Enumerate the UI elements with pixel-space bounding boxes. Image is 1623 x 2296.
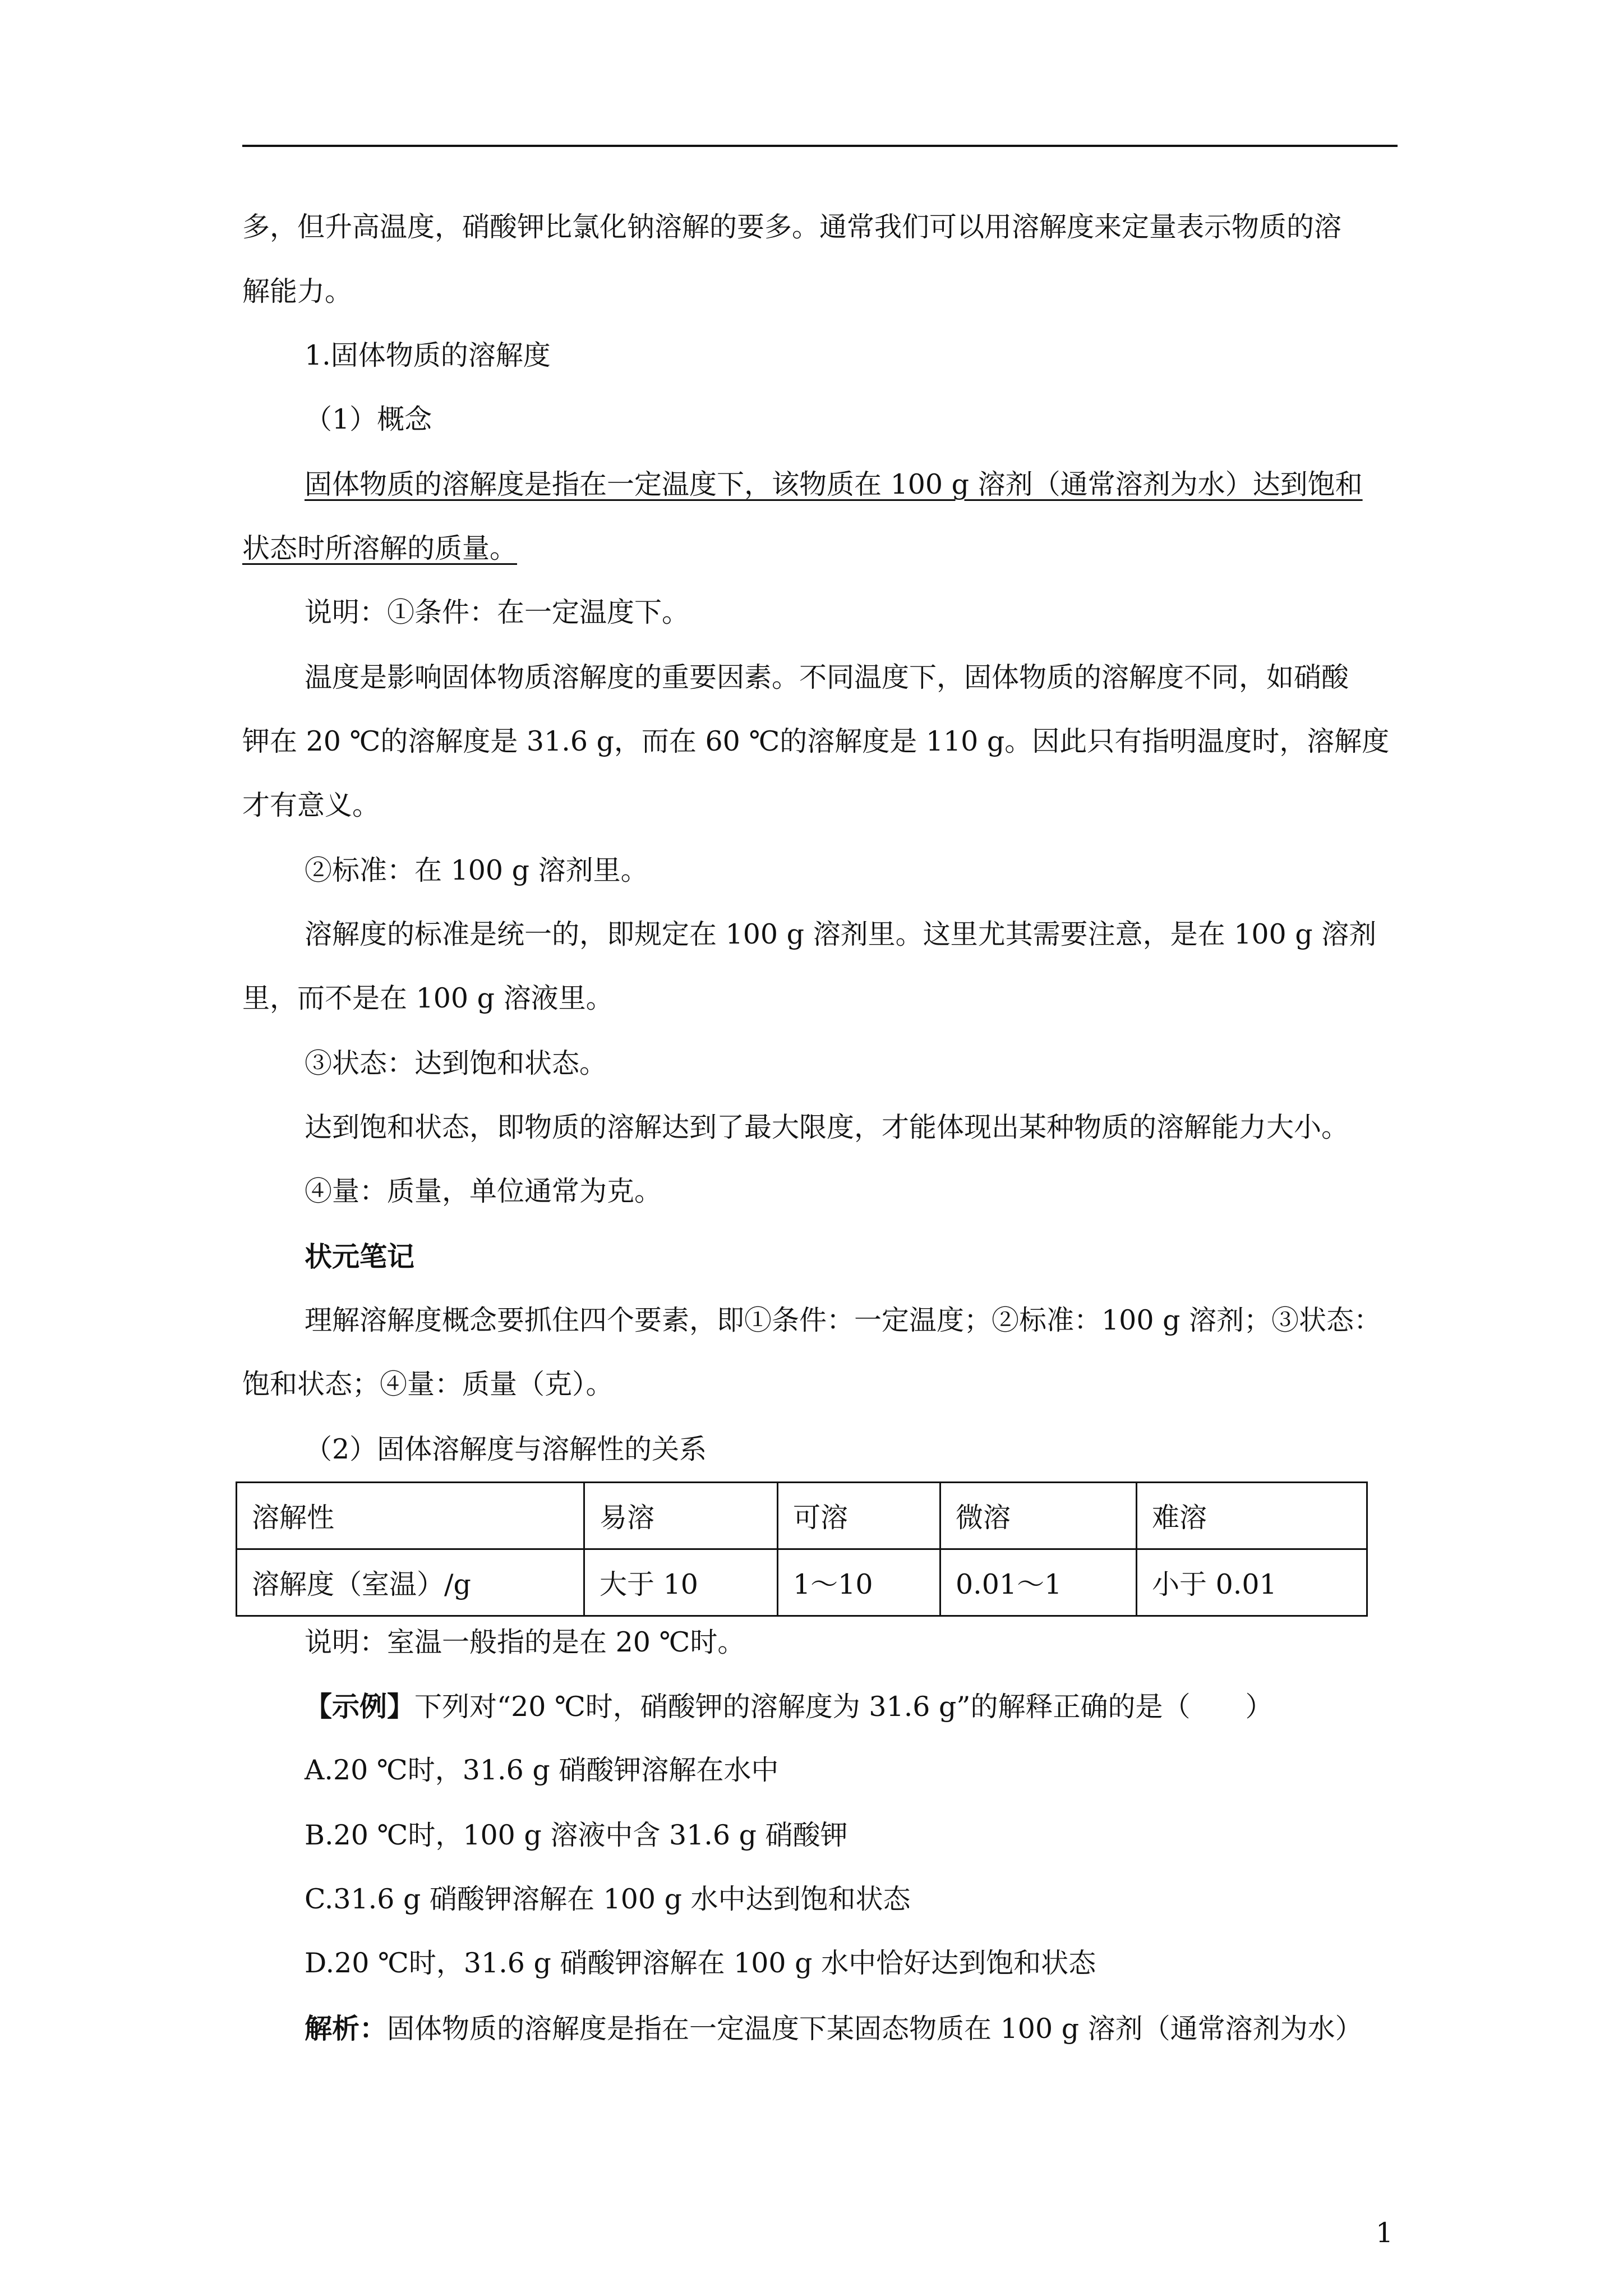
solubility-table [236, 1481, 1368, 1617]
table-row [237, 1549, 1367, 1616]
subsection-heading: （2）固体溶解度与溶解性的关系 [305, 1433, 707, 1465]
subsection-heading: （1）概念 [305, 403, 432, 435]
table-cell: 小于 0.01 [1137, 1549, 1367, 1616]
paragraph-line: 溶解度的标准是统一的，即规定在 100 g 溶剂里。这里尤其需要注意，是在 100 g 溶剂 [305, 918, 1377, 950]
paragraph-line: 理解溶解度概念要抓住四个要素，即①条件：一定温度；②标准：100 g 溶剂；③状态： [305, 1304, 1382, 1336]
example-text: 下列对“20 ℃时，硝酸钾的溶解度为 31.6 g”的解释正确的是（ ） [414, 1691, 1273, 1723]
page-number: 1 [1376, 2217, 1394, 2249]
example-question [305, 1689, 1272, 1724]
paragraph-line: 饱和状态；④量：质量（克）。 [242, 1368, 614, 1400]
option-a: A.20 ℃时，31.6 g 硝酸钾溶解在水中 [305, 1754, 779, 1786]
table-cell: 0.01～1 [940, 1549, 1137, 1616]
table-cell: 可溶 [778, 1483, 940, 1549]
header-rule [242, 145, 1398, 147]
section-heading: 1.固体物质的溶解度 [305, 339, 551, 371]
paragraph-line: ③状态：达到饱和状态。 [305, 1047, 607, 1079]
option-b: B.20 ℃时，100 g 溶液中含 31.6 g 硝酸钾 [305, 1819, 848, 1851]
paragraph-line: 说明：室温一般指的是在 20 ℃时。 [305, 1626, 745, 1658]
table-cell: 1～10 [778, 1549, 940, 1616]
paragraph-line: 说明：①条件：在一定温度下。 [305, 596, 690, 628]
analysis-line [305, 2011, 1363, 2046]
paragraph-line: 解能力。 [242, 275, 353, 307]
paragraph-line: 温度是影响固体物质溶解度的重要因素。不同温度下，固体物质的溶解度不同，如硝酸 [305, 661, 1349, 693]
option-d: D.20 ℃时，31.6 g 硝酸钾溶解在 100 g 水中恰好达到饱和状态 [305, 1947, 1096, 1979]
paragraph-line: 达到饱和状态，即物质的溶解达到了最大限度，才能体现出某种物质的溶解能力大小。 [305, 1111, 1349, 1143]
option-c: C.31.6 g 硝酸钾溶解在 100 g 水中达到饱和状态 [305, 1883, 911, 1915]
table-row [237, 1483, 1367, 1549]
table-cell: 易溶 [584, 1483, 778, 1549]
paragraph-line: 才有意义。 [242, 789, 380, 821]
table-cell: 溶解度（室温）/g [237, 1549, 584, 1616]
table-cell: 微溶 [940, 1483, 1137, 1549]
definition-line: 状态时所溶解的质量。 [242, 532, 518, 564]
definition-line: 固体物质的溶解度是指在一定温度下，该物质在 100 g 溶剂（通常溶剂为水）达到饱和 [305, 468, 1363, 500]
example-label: 【示例】 [305, 1690, 415, 1723]
paragraph-line: ②标准：在 100 g 溶剂里。 [305, 854, 648, 886]
notes-heading: 状元笔记 [305, 1240, 415, 1273]
paragraph-line: ④量：质量，单位通常为克。 [305, 1175, 662, 1207]
table-cell: 难溶 [1137, 1483, 1367, 1549]
table-cell: 溶解性 [237, 1483, 584, 1549]
paragraph-line: 钾在 20 ℃的溶解度是 31.6 g，而在 60 ℃的溶解度是 110 g。因此只有指明温度时，溶解度 [242, 725, 1390, 757]
paragraph-line: 里，而不是在 100 g 溶液里。 [242, 982, 614, 1014]
analysis-label: 解析： [305, 2012, 388, 2045]
table-cell: 大于 10 [584, 1549, 778, 1616]
paragraph-line: 多，但升高温度，硝酸钾比氯化钠溶解的要多。通常我们可以用溶解度来定量表示物质的溶 [242, 211, 1342, 243]
analysis-text: 固体物质的溶解度是指在一定温度下某固态物质在 100 g 溶剂（通常溶剂为水） [387, 2013, 1363, 2045]
